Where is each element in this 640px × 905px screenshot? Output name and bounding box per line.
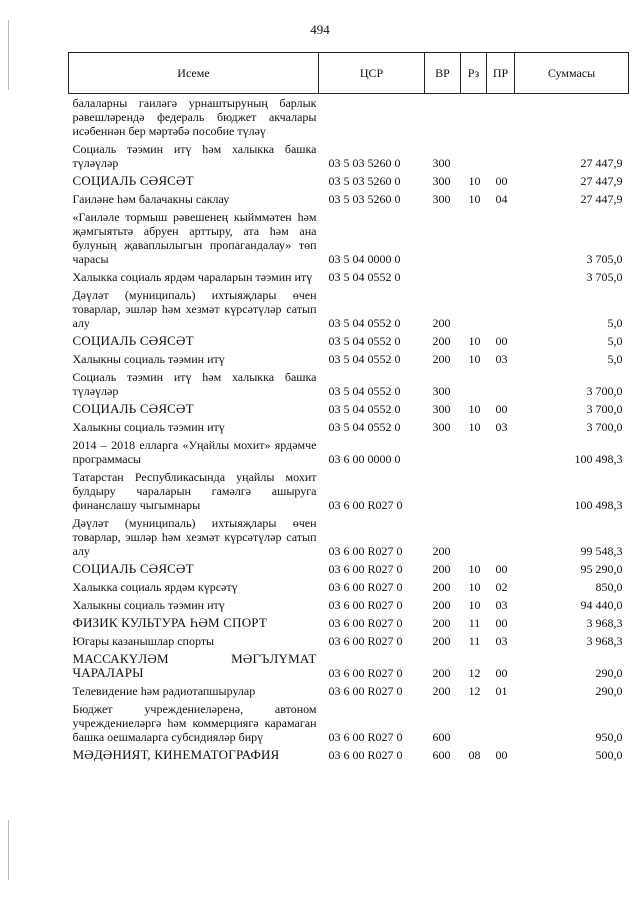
cell-sum: 100 498,3: [574, 452, 623, 466]
table-row: [69, 418, 629, 436]
cell-sum: 95 290,0: [580, 562, 623, 576]
cell-vr: 200: [432, 316, 451, 330]
cell-name: Социаль тәэмин итү һәм халыкка башка түләүләр: [72, 370, 317, 398]
header-vr: ВР: [425, 53, 461, 94]
cell-pr: 00: [495, 402, 508, 416]
cell-name: СОЦИАЛЬ СӘЯСӘТ: [72, 333, 194, 348]
scan-margin-mark: [8, 820, 9, 880]
cell-vr: 200: [432, 616, 451, 630]
cell-pr: [487, 268, 515, 286]
cell-csr: 03 6 00 0000 0: [328, 452, 401, 466]
table-row: [69, 208, 629, 268]
cell-vr: 300: [432, 402, 451, 416]
cell-rz: 10: [468, 334, 481, 348]
table-row: [69, 140, 629, 172]
cell-name: МӘДӘНИЯТ, КИНЕМАТОГРАФИЯ: [72, 747, 280, 762]
cell-vr: 200: [432, 598, 451, 612]
cell-name: СОЦИАЛЬ СӘЯСӘТ: [72, 401, 194, 416]
cell-name: Халыкка социаль ярдәм чараларын тәэмин итү: [72, 270, 313, 284]
header-sum: Суммасы: [515, 53, 629, 94]
cell-name: Дәүләт (муниципаль) ихтыяҗлары өчен товарлар, эшләр һәм хезмәт күрсәтүләр сатып алу: [72, 288, 317, 330]
table-row: [69, 614, 629, 632]
table-row: [69, 682, 629, 700]
header-pr: ПР: [487, 53, 515, 94]
cell-rz: 11: [468, 634, 481, 648]
cell-csr: 03 5 03 5260 0: [328, 174, 401, 188]
cell-pr: [487, 140, 515, 172]
table-row: [69, 94, 629, 141]
cell-rz: [461, 94, 487, 141]
cell-name: Югары казанышлар спорты: [72, 634, 215, 648]
cell-name: Телевидение һәм радиотапшырулар: [72, 684, 256, 698]
cell-csr: 03 5 04 0552 0: [328, 402, 401, 416]
cell-rz: 10: [468, 598, 481, 612]
cell-csr: 03 6 00 R027 0: [328, 498, 403, 512]
cell-vr: 300: [432, 192, 451, 206]
cell-csr: 03 6 00 R027 0: [328, 562, 403, 576]
cell-rz: 10: [468, 420, 481, 434]
scan-margin-mark: [8, 20, 9, 90]
cell-vr: [425, 208, 461, 268]
cell-vr: 200: [432, 352, 451, 366]
cell-rz: 10: [468, 192, 481, 206]
cell-name: ФИЗИК КУЛЬТУРА ҺӘМ СПОРТ: [72, 615, 268, 630]
cell-csr: [319, 94, 425, 141]
cell-pr: [487, 286, 515, 332]
header-rz: Рз: [461, 53, 487, 94]
cell-rz: [461, 700, 487, 746]
cell-sum: 5,0: [607, 316, 623, 330]
cell-pr: 03: [495, 634, 508, 648]
cell-rz: 10: [468, 352, 481, 366]
cell-pr: 00: [495, 174, 508, 188]
cell-pr: 00: [495, 748, 508, 762]
cell-sum: 100 498,3: [574, 498, 623, 512]
cell-pr: 04: [495, 192, 508, 206]
cell-name: Социаль тәэмин итү һәм халыкка башка түләүләр: [72, 142, 317, 170]
cell-csr: 03 5 04 0552 0: [328, 334, 401, 348]
header-name: Исеме: [69, 53, 319, 94]
table-row: [69, 560, 629, 578]
cell-rz: [461, 436, 487, 468]
cell-rz: 08: [468, 748, 481, 762]
cell-vr: [425, 468, 461, 514]
cell-rz: 12: [468, 666, 481, 680]
cell-vr: [425, 268, 461, 286]
header-csr: ЦСР: [319, 53, 425, 94]
cell-csr: 03 6 00 R027 0: [328, 748, 403, 762]
cell-pr: 03: [495, 420, 508, 434]
cell-sum: 3 700,0: [586, 420, 623, 434]
cell-name: МАССАКҮЛӘМ МӘГЪЛҮМАТ ЧАРАЛАРЫ: [72, 651, 317, 680]
cell-rz: 11: [468, 616, 481, 630]
table-row: [69, 400, 629, 418]
cell-rz: [461, 468, 487, 514]
cell-pr: [487, 514, 515, 560]
cell-vr: 600: [432, 730, 451, 744]
cell-sum: 3 700,0: [586, 402, 623, 416]
table-row: [69, 268, 629, 286]
cell-pr: [487, 368, 515, 400]
cell-vr: 200: [432, 580, 451, 594]
cell-csr: 03 6 00 R027 0: [328, 580, 403, 594]
cell-vr: 300: [432, 156, 451, 170]
cell-csr: 03 5 04 0552 0: [328, 270, 401, 284]
cell-vr: 200: [432, 334, 451, 348]
cell-name: Халыкны социаль тәэмин итү: [72, 598, 225, 612]
cell-pr: [487, 208, 515, 268]
cell-vr: 300: [432, 420, 451, 434]
cell-csr: 03 5 04 0000 0: [328, 252, 401, 266]
table-row: [69, 190, 629, 208]
cell-name: СОЦИАЛЬ СӘЯСӘТ: [72, 173, 194, 188]
cell-name: Халыкны социаль тәэмин итү: [72, 420, 225, 434]
table-row: [69, 350, 629, 368]
cell-rz: [461, 268, 487, 286]
cell-csr: 03 6 00 R027 0: [328, 616, 403, 630]
table-row: [69, 650, 629, 682]
cell-name: СОЦИАЛЬ СӘЯСӘТ: [72, 561, 194, 576]
cell-csr: 03 6 00 R027 0: [328, 598, 403, 612]
cell-sum: 27 447,9: [580, 192, 623, 206]
cell-pr: 00: [495, 334, 508, 348]
cell-csr: 03 6 00 R027 0: [328, 634, 403, 648]
cell-rz: 10: [468, 580, 481, 594]
cell-vr: 200: [432, 562, 451, 576]
cell-name: Дәүләт (муниципаль) ихтыяҗлары өчен товарлар, эшләр һәм хезмәт күрсәтүләр сатып алу: [72, 516, 317, 558]
cell-vr: [425, 94, 461, 141]
cell-rz: 12: [468, 684, 481, 698]
cell-pr: [487, 94, 515, 141]
table-row: [69, 700, 629, 746]
cell-sum: 5,0: [607, 334, 623, 348]
cell-csr: 03 6 00 R027 0: [328, 544, 403, 558]
cell-vr: 200: [432, 634, 451, 648]
cell-pr: 01: [495, 684, 508, 698]
cell-name: Татарстан Республикасында уңайлы мохит булдыру чараларын гамәлгә ашыруга финанслашу чыгымнары: [72, 470, 317, 512]
cell-sum: 3 968,3: [586, 616, 623, 630]
cell-csr: 03 5 04 0552 0: [328, 316, 401, 330]
cell-sum: [515, 94, 629, 141]
cell-sum: 3 700,0: [586, 384, 623, 398]
cell-sum: 290,0: [595, 684, 623, 698]
cell-vr: 200: [432, 684, 451, 698]
table-row: [69, 578, 629, 596]
cell-sum: 950,0: [595, 730, 623, 744]
cell-sum: 27 447,9: [580, 174, 623, 188]
cell-sum: 3 705,0: [586, 252, 623, 266]
cell-csr: 03 6 00 R027 0: [328, 666, 403, 680]
cell-pr: 03: [495, 352, 508, 366]
cell-csr: 03 5 04 0552 0: [328, 384, 401, 398]
cell-vr: 200: [432, 544, 451, 558]
cell-name: «Гаиләле тормыш рәвешенең кыйммәтен һәм җәмгыятьтә абруен арттыру, ата һәм ана булуның җаваплылыгын пропагандалау» төп чарасы: [72, 210, 317, 266]
cell-rz: [461, 286, 487, 332]
cell-pr: 00: [495, 666, 508, 680]
cell-rz: [461, 208, 487, 268]
cell-csr: 03 6 00 R027 0: [328, 684, 403, 698]
cell-pr: [487, 436, 515, 468]
cell-sum: 3 968,3: [586, 634, 623, 648]
cell-csr: 03 5 04 0552 0: [328, 420, 401, 434]
cell-sum: 850,0: [595, 580, 623, 594]
cell-name: 2014 – 2018 елларга «Уңайлы мохит» ярдәмче программасы: [72, 438, 317, 466]
cell-rz: 10: [468, 562, 481, 576]
table-row: [69, 596, 629, 614]
budget-table: [68, 52, 629, 764]
cell-pr: 03: [495, 598, 508, 612]
cell-rz: [461, 514, 487, 560]
cell-csr: 03 6 00 R027 0: [328, 730, 403, 744]
cell-name: балаларны гаиләгә урнаштыруның барлык рәвешләрендә федераль бюджет акчалары исәбеннән бер мәртәбә пособие түләү: [72, 96, 317, 138]
cell-rz: [461, 368, 487, 400]
table-row: [69, 514, 629, 560]
table-row: [69, 368, 629, 400]
cell-pr: 00: [495, 616, 508, 630]
table-body: [69, 94, 629, 765]
cell-name: Гаиләне һәм балачакны саклау: [72, 192, 230, 206]
cell-pr: [487, 700, 515, 746]
cell-pr: 00: [495, 562, 508, 576]
cell-sum: 500,0: [595, 748, 623, 762]
cell-sum: 5,0: [607, 352, 623, 366]
cell-sum: 3 705,0: [586, 270, 623, 284]
cell-rz: [461, 140, 487, 172]
table-row: [69, 468, 629, 514]
cell-csr: 03 5 03 5260 0: [328, 156, 401, 170]
cell-rz: 10: [468, 402, 481, 416]
table-row: [69, 632, 629, 650]
table-header: [69, 53, 629, 94]
table-row: [69, 286, 629, 332]
cell-name: Бюджет учреждениеләренә, автоном учреждениеләргә һәм коммерциягә карамаган башка оешмаларга субсидияләр бирү: [72, 702, 317, 744]
cell-pr: [487, 468, 515, 514]
cell-sum: 94 440,0: [580, 598, 623, 612]
cell-vr: [425, 436, 461, 468]
cell-vr: 600: [432, 748, 451, 762]
table-row: [69, 746, 629, 764]
cell-sum: 27 447,9: [580, 156, 623, 170]
cell-sum: 99 548,3: [580, 544, 623, 558]
cell-rz: 10: [468, 174, 481, 188]
cell-vr: 300: [432, 384, 451, 398]
cell-csr: 03 5 03 5260 0: [328, 192, 401, 206]
table-row: [69, 436, 629, 468]
page-number: 494: [310, 22, 330, 37]
cell-vr: 300: [432, 174, 451, 188]
cell-sum: 290,0: [595, 666, 623, 680]
table-row: [69, 332, 629, 350]
cell-vr: 200: [432, 666, 451, 680]
cell-pr: 02: [495, 580, 508, 594]
table-row: [69, 172, 629, 190]
cell-name: Халыкны социаль тәэмин итү: [72, 352, 225, 366]
cell-csr: 03 5 04 0552 0: [328, 352, 401, 366]
cell-name: Халыкка социаль ярдәм күрсәтү: [72, 580, 238, 594]
